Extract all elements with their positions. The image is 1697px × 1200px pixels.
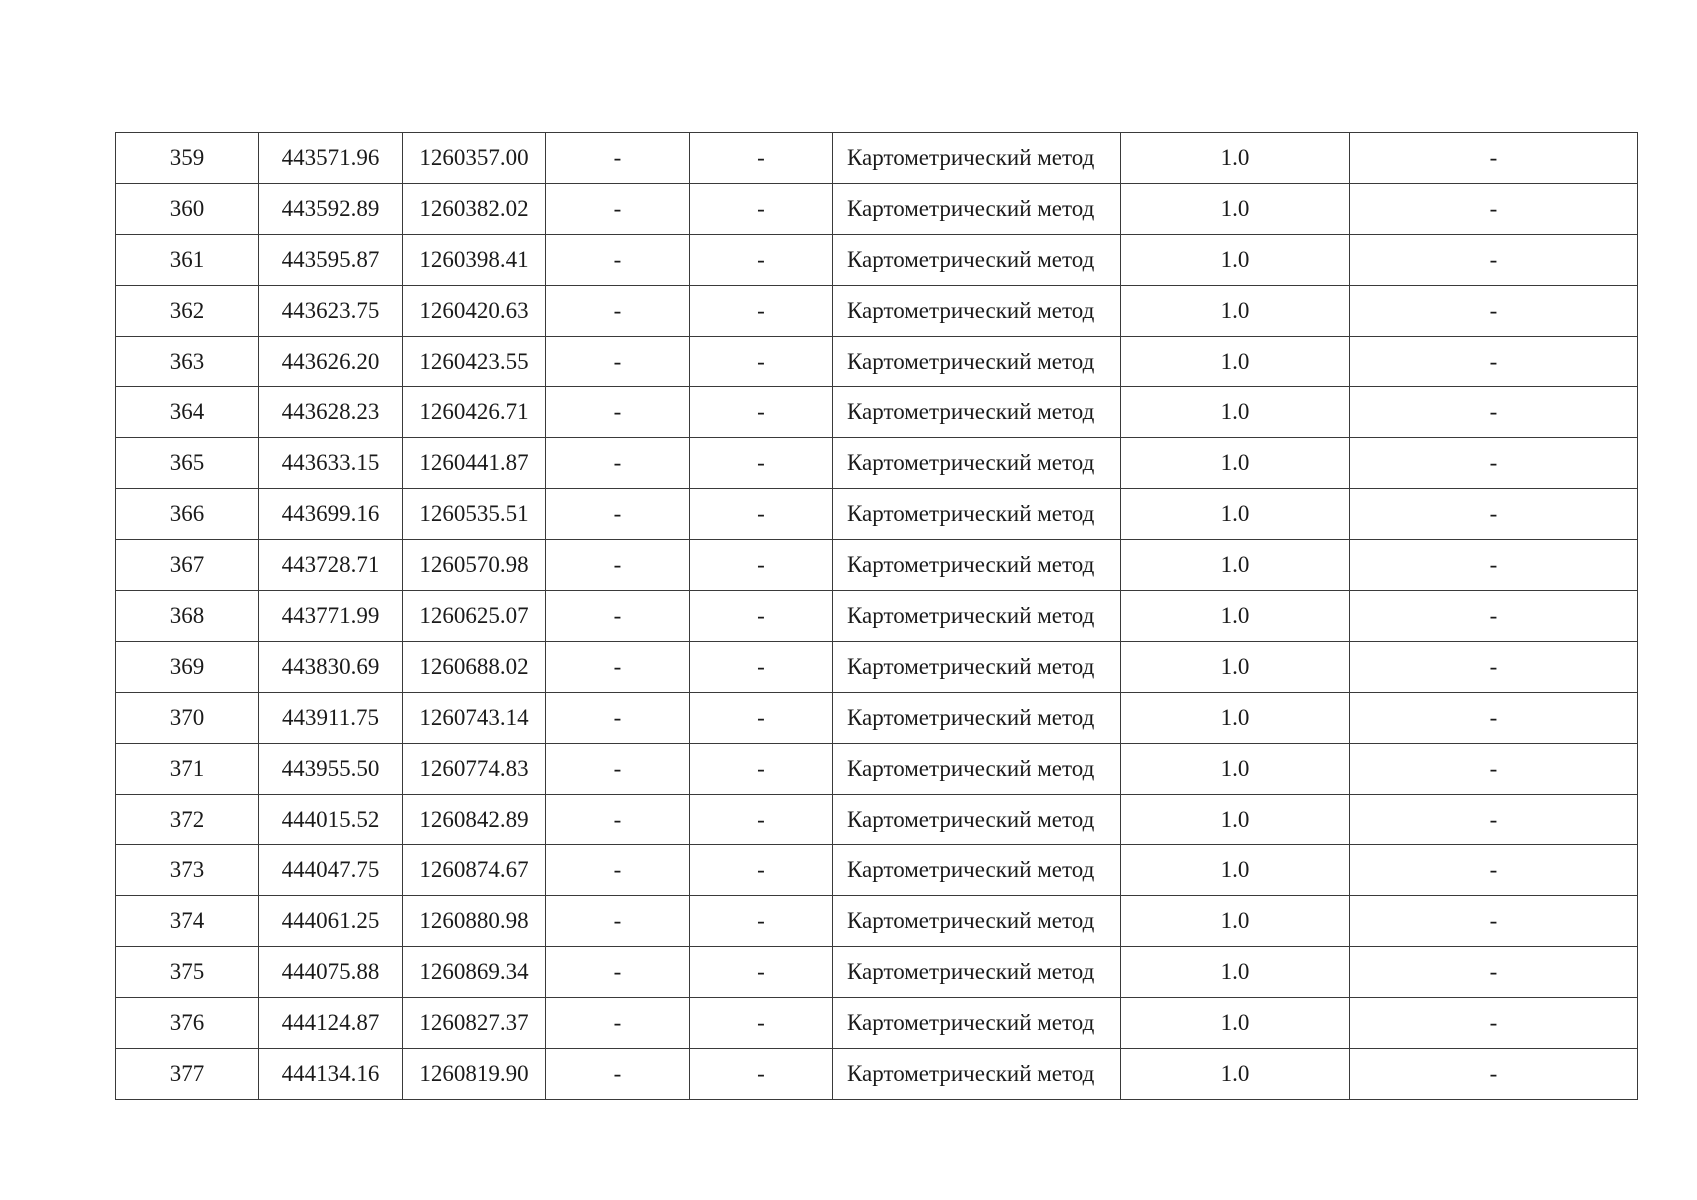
coord-y-cell: 1260441.87 (403, 438, 546, 489)
coord-x-cell: 443699.16 (259, 489, 403, 540)
method-cell: Картометрический метод (833, 540, 1121, 591)
empty-cell-8: - (1350, 1049, 1638, 1100)
coord-y-cell: 1260819.90 (403, 1049, 546, 1100)
point-number-cell: 372 (116, 794, 259, 845)
empty-cell-5: - (690, 336, 833, 387)
empty-cell-5: - (690, 896, 833, 947)
accuracy-cell: 1.0 (1121, 234, 1350, 285)
empty-cell-5: - (690, 387, 833, 438)
coord-x-cell: 443911.75 (259, 692, 403, 743)
method-cell: Картометрический метод (833, 183, 1121, 234)
empty-cell-8: - (1350, 183, 1638, 234)
accuracy-cell: 1.0 (1121, 489, 1350, 540)
coord-x-cell: 443595.87 (259, 234, 403, 285)
empty-cell-4: - (546, 896, 690, 947)
empty-cell-8: - (1350, 285, 1638, 336)
empty-cell-8: - (1350, 540, 1638, 591)
accuracy-cell: 1.0 (1121, 438, 1350, 489)
empty-cell-5: - (690, 998, 833, 1049)
empty-cell-4: - (546, 234, 690, 285)
point-number-cell: 364 (116, 387, 259, 438)
point-number-cell: 363 (116, 336, 259, 387)
empty-cell-8: - (1350, 947, 1638, 998)
method-cell: Картометрический метод (833, 794, 1121, 845)
table-row (116, 641, 1638, 692)
coord-x-cell: 444047.75 (259, 845, 403, 896)
empty-cell-8: - (1350, 336, 1638, 387)
coord-y-cell: 1260426.71 (403, 387, 546, 438)
point-number-cell: 373 (116, 845, 259, 896)
point-number-cell: 371 (116, 743, 259, 794)
empty-cell-5: - (690, 183, 833, 234)
empty-cell-4: - (546, 947, 690, 998)
coord-y-cell: 1260827.37 (403, 998, 546, 1049)
accuracy-cell: 1.0 (1121, 591, 1350, 642)
empty-cell-5: - (690, 234, 833, 285)
point-number-cell: 365 (116, 438, 259, 489)
table-row (116, 692, 1638, 743)
coord-y-cell: 1260688.02 (403, 641, 546, 692)
coord-y-cell: 1260570.98 (403, 540, 546, 591)
empty-cell-8: - (1350, 641, 1638, 692)
method-cell: Картометрический метод (833, 896, 1121, 947)
empty-cell-8: - (1350, 489, 1638, 540)
empty-cell-8: - (1350, 438, 1638, 489)
empty-cell-8: - (1350, 234, 1638, 285)
point-number-cell: 369 (116, 641, 259, 692)
point-number-cell: 370 (116, 692, 259, 743)
accuracy-cell: 1.0 (1121, 285, 1350, 336)
empty-cell-8: - (1350, 845, 1638, 896)
coord-y-cell: 1260880.98 (403, 896, 546, 947)
empty-cell-4: - (546, 845, 690, 896)
method-cell: Картометрический метод (833, 1049, 1121, 1100)
coord-y-cell: 1260382.02 (403, 183, 546, 234)
empty-cell-5: - (690, 438, 833, 489)
empty-cell-4: - (546, 794, 690, 845)
table-row (116, 896, 1638, 947)
method-cell: Картометрический метод (833, 285, 1121, 336)
table-row (116, 540, 1638, 591)
empty-cell-4: - (546, 183, 690, 234)
accuracy-cell: 1.0 (1121, 845, 1350, 896)
empty-cell-5: - (690, 692, 833, 743)
empty-cell-5: - (690, 285, 833, 336)
empty-cell-8: - (1350, 896, 1638, 947)
point-number-cell: 360 (116, 183, 259, 234)
table-row (116, 387, 1638, 438)
table-row (116, 438, 1638, 489)
empty-cell-4: - (546, 387, 690, 438)
coord-x-cell: 444015.52 (259, 794, 403, 845)
coord-y-cell: 1260625.07 (403, 591, 546, 642)
table-row (116, 794, 1638, 845)
method-cell: Картометрический метод (833, 387, 1121, 438)
empty-cell-4: - (546, 133, 690, 184)
coord-x-cell: 443628.23 (259, 387, 403, 438)
table-row (116, 998, 1638, 1049)
method-cell: Картометрический метод (833, 743, 1121, 794)
point-number-cell: 374 (116, 896, 259, 947)
accuracy-cell: 1.0 (1121, 896, 1350, 947)
coord-x-cell: 443626.20 (259, 336, 403, 387)
empty-cell-4: - (546, 641, 690, 692)
accuracy-cell: 1.0 (1121, 794, 1350, 845)
coord-x-cell: 443571.96 (259, 133, 403, 184)
method-cell: Картометрический метод (833, 845, 1121, 896)
point-number-cell: 367 (116, 540, 259, 591)
point-number-cell: 366 (116, 489, 259, 540)
accuracy-cell: 1.0 (1121, 336, 1350, 387)
accuracy-cell: 1.0 (1121, 1049, 1350, 1100)
table-row (116, 285, 1638, 336)
table-row (116, 845, 1638, 896)
point-number-cell: 376 (116, 998, 259, 1049)
table-row (116, 947, 1638, 998)
empty-cell-4: - (546, 489, 690, 540)
accuracy-cell: 1.0 (1121, 743, 1350, 794)
empty-cell-4: - (546, 591, 690, 642)
method-cell: Картометрический метод (833, 692, 1121, 743)
coord-y-cell: 1260869.34 (403, 947, 546, 998)
table-row (116, 234, 1638, 285)
method-cell: Картометрический метод (833, 947, 1121, 998)
accuracy-cell: 1.0 (1121, 540, 1350, 591)
coord-y-cell: 1260420.63 (403, 285, 546, 336)
empty-cell-5: - (690, 743, 833, 794)
coord-x-cell: 443955.50 (259, 743, 403, 794)
table-row (116, 743, 1638, 794)
coord-y-cell: 1260357.00 (403, 133, 546, 184)
empty-cell-4: - (546, 692, 690, 743)
method-cell: Картометрический метод (833, 489, 1121, 540)
coord-y-cell: 1260774.83 (403, 743, 546, 794)
point-number-cell: 368 (116, 591, 259, 642)
method-cell: Картометрический метод (833, 234, 1121, 285)
coord-y-cell: 1260842.89 (403, 794, 546, 845)
point-number-cell: 362 (116, 285, 259, 336)
coord-x-cell: 443633.15 (259, 438, 403, 489)
coord-x-cell: 444134.16 (259, 1049, 403, 1100)
empty-cell-8: - (1350, 743, 1638, 794)
accuracy-cell: 1.0 (1121, 692, 1350, 743)
coord-x-cell: 444124.87 (259, 998, 403, 1049)
accuracy-cell: 1.0 (1121, 641, 1350, 692)
empty-cell-8: - (1350, 387, 1638, 438)
empty-cell-5: - (690, 845, 833, 896)
point-number-cell: 377 (116, 1049, 259, 1100)
coord-x-cell: 443771.99 (259, 591, 403, 642)
empty-cell-8: - (1350, 133, 1638, 184)
empty-cell-5: - (690, 591, 833, 642)
table-row (116, 1049, 1638, 1100)
empty-cell-5: - (690, 489, 833, 540)
accuracy-cell: 1.0 (1121, 183, 1350, 234)
method-cell: Картометрический метод (833, 591, 1121, 642)
coord-x-cell: 443623.75 (259, 285, 403, 336)
empty-cell-4: - (546, 1049, 690, 1100)
empty-cell-8: - (1350, 692, 1638, 743)
coord-y-cell: 1260398.41 (403, 234, 546, 285)
coord-y-cell: 1260874.67 (403, 845, 546, 896)
table-body (116, 133, 1638, 1100)
accuracy-cell: 1.0 (1121, 947, 1350, 998)
empty-cell-5: - (690, 641, 833, 692)
coord-x-cell: 444075.88 (259, 947, 403, 998)
empty-cell-4: - (546, 998, 690, 1049)
empty-cell-8: - (1350, 794, 1638, 845)
method-cell: Картометрический метод (833, 133, 1121, 184)
point-number-cell: 375 (116, 947, 259, 998)
empty-cell-4: - (546, 285, 690, 336)
method-cell: Картометрический метод (833, 998, 1121, 1049)
coordinates-table (115, 132, 1638, 1100)
empty-cell-5: - (690, 794, 833, 845)
method-cell: Картометрический метод (833, 641, 1121, 692)
empty-cell-5: - (690, 947, 833, 998)
empty-cell-4: - (546, 743, 690, 794)
empty-cell-4: - (546, 336, 690, 387)
table-row (116, 489, 1638, 540)
accuracy-cell: 1.0 (1121, 133, 1350, 184)
accuracy-cell: 1.0 (1121, 998, 1350, 1049)
coord-y-cell: 1260743.14 (403, 692, 546, 743)
coord-x-cell: 443728.71 (259, 540, 403, 591)
accuracy-cell: 1.0 (1121, 387, 1350, 438)
empty-cell-4: - (546, 438, 690, 489)
table-row (116, 591, 1638, 642)
empty-cell-5: - (690, 1049, 833, 1100)
coord-x-cell: 444061.25 (259, 896, 403, 947)
table-row (116, 183, 1638, 234)
point-number-cell: 361 (116, 234, 259, 285)
coord-y-cell: 1260423.55 (403, 336, 546, 387)
method-cell: Картометрический метод (833, 336, 1121, 387)
table-row (116, 336, 1638, 387)
coord-x-cell: 443830.69 (259, 641, 403, 692)
coord-y-cell: 1260535.51 (403, 489, 546, 540)
empty-cell-4: - (546, 540, 690, 591)
empty-cell-8: - (1350, 998, 1638, 1049)
table-row (116, 133, 1638, 184)
empty-cell-8: - (1350, 591, 1638, 642)
method-cell: Картометрический метод (833, 438, 1121, 489)
empty-cell-5: - (690, 133, 833, 184)
point-number-cell: 359 (116, 133, 259, 184)
empty-cell-5: - (690, 540, 833, 591)
coord-x-cell: 443592.89 (259, 183, 403, 234)
